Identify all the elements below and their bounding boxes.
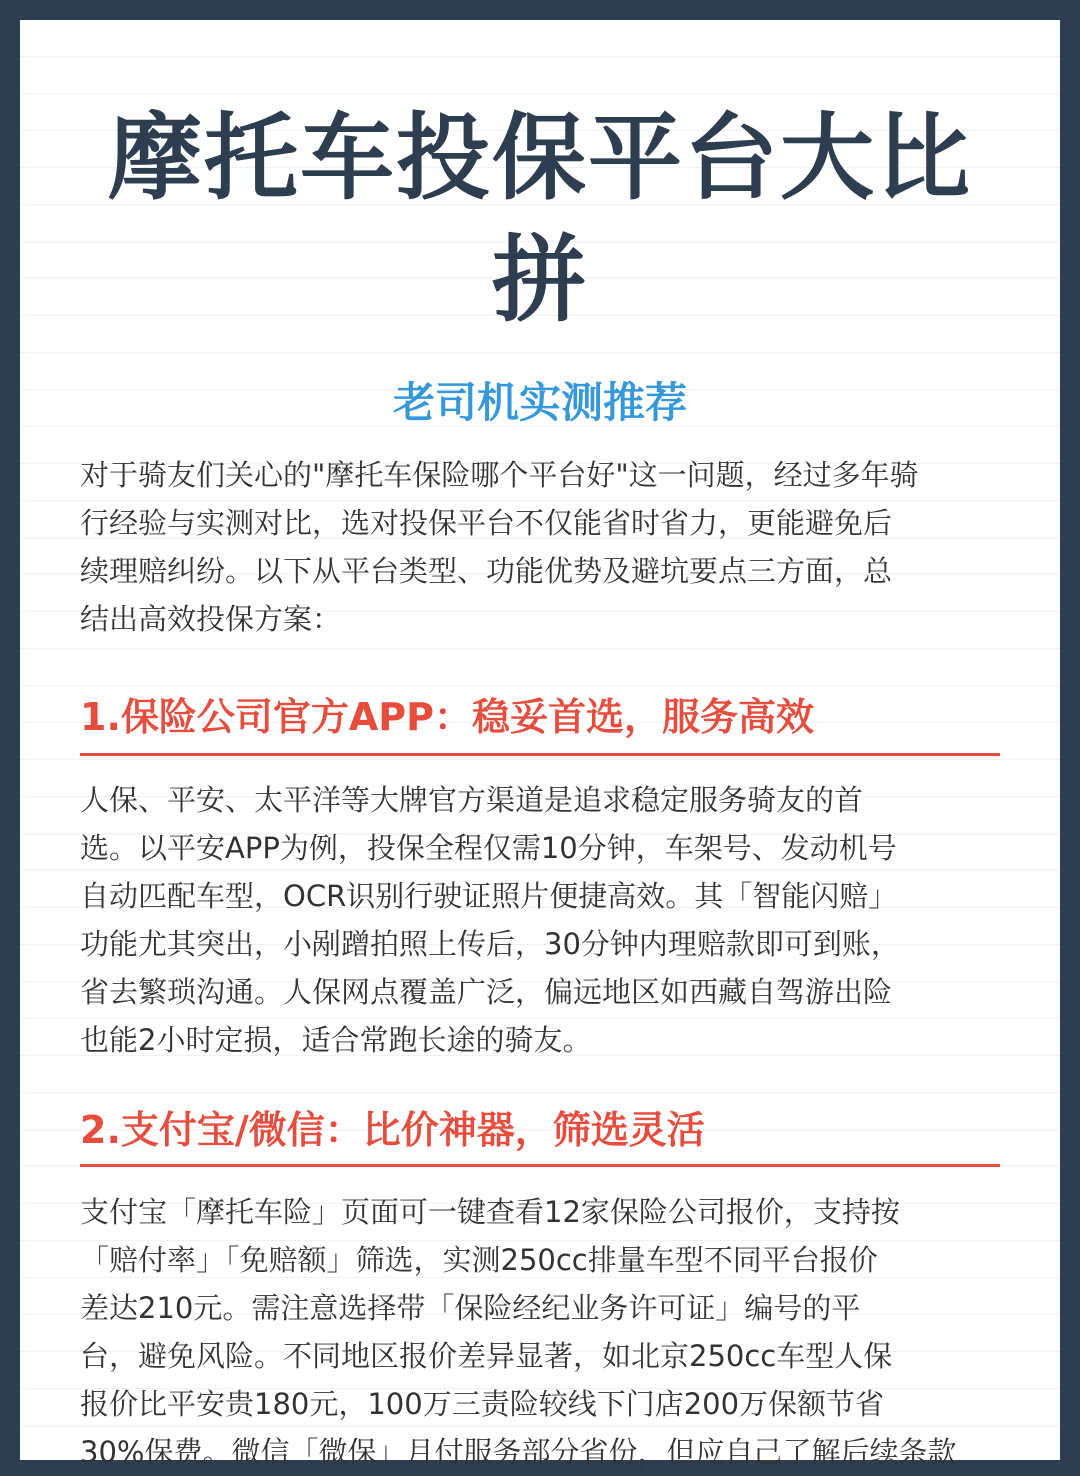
text-line: 人保、平安、太平洋等大牌官方渠道是追求稳定服务骑友的首	[80, 783, 864, 817]
text-line: 台，避免风险。不同地区报价差异显著，如北京250cc车型人保	[80, 1339, 893, 1373]
text-line: 支付宝「摩托车险」页面可一键查看12家保险公司报价，支持按	[80, 1195, 900, 1229]
title-line: 拼	[491, 226, 588, 335]
text-line: 续理赔纠纷。以下从平台类型、功能优势及避坑要点三方面，总	[80, 554, 893, 588]
section-heading: 2.支付宝/微信：比价神器，筛选灵活	[80, 1108, 705, 1152]
text-line: 省去繁琐沟通。人保网点覆盖广泛，偏远地区如西藏自驾游出险	[80, 975, 893, 1009]
heading-underline	[80, 753, 1000, 756]
text-line: 30%保费。微信「微保」月付服务部分省份，但应自己了解后续条款	[80, 1435, 957, 1469]
text-line: 自动匹配车型，OCR识别行驶证照片便捷高效。其「智能闪赔」	[80, 879, 898, 913]
text-line: 结出高效投保方案：	[80, 602, 342, 636]
section-paragraph	[80, 1188, 1010, 1476]
text-line: 行经验与实测对比，选对投保平台不仅能省时省力，更能避免后	[80, 506, 893, 540]
intro-paragraph	[80, 451, 1010, 643]
section-paragraph	[80, 776, 1010, 1064]
text-line: 选。以平安APP为例，投保全程仅需10分钟，车架号、发动机号	[80, 831, 897, 865]
title-line: 摩托车投保平台大比	[107, 104, 972, 213]
page-title	[20, 98, 1060, 342]
text-line: 功能尤其突出，小剐蹭拍照上传后，30分钟内理赔款即可到账，	[80, 927, 900, 961]
heading-underline	[80, 1164, 1000, 1167]
article-card	[20, 20, 1060, 1469]
text-line: 报价比平安贵180元，100万三责险较线下门店200万保额节省	[80, 1387, 885, 1421]
text-line: 「赔付率」「免赔额」筛选，实测250cc排量车型不同平台报价	[80, 1243, 878, 1277]
text-line: 对于骑友们关心的"摩托车保险哪个平台好"这一问题，经过多年骑	[80, 458, 919, 492]
section-heading: 1.保险公司官方APP：稳妥首选，服务高效	[80, 695, 814, 739]
text-line: 差达210元。需注意选择带「保险经纪业务许可证」编号的平	[80, 1291, 861, 1325]
text-line: 也能2小时定损，适合常跑长途的骑友。	[80, 1023, 592, 1057]
subtitle: 老司机实测推荐	[392, 378, 687, 427]
